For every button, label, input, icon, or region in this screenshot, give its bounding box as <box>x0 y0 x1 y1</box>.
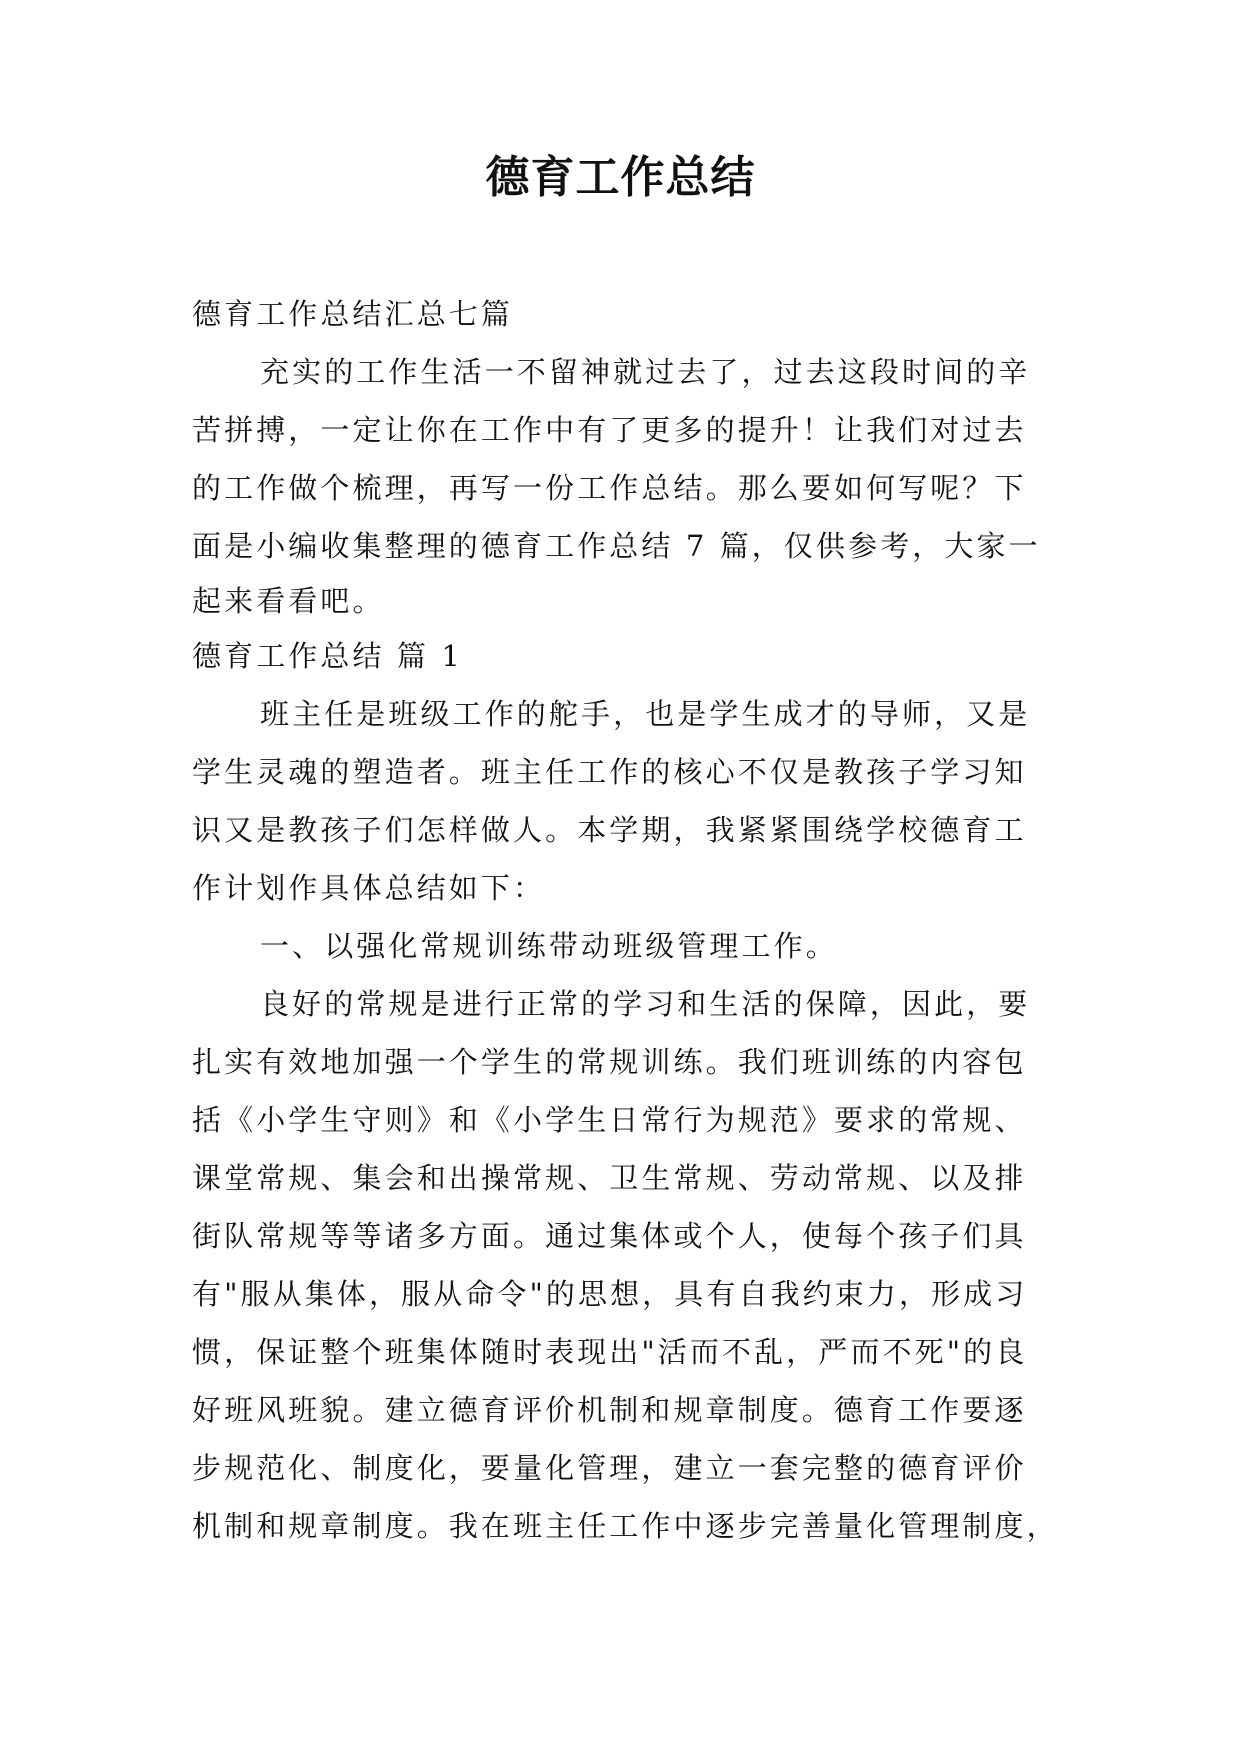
intro-line: 充实的工作生活一不留神就过去了，过去这段时间的辛 <box>260 355 1031 389</box>
document-title: 德育工作总结 <box>485 152 756 203</box>
paragraph-line: 识又是教孩子们怎样做人。本学期，我紧紧围绕学校德育工 <box>192 813 1027 847</box>
paragraph-line: 良好的常规是进行正常的学习和生活的保障，因此，要 <box>260 987 1031 1021</box>
paragraph-line: 步规范化、制度化，要量化管理，建立一套完整的德育评价 <box>192 1451 1027 1485</box>
intro-line: 起来看看吧。 <box>192 584 385 618</box>
paragraph-line: 括《小学生守则》和《小学生日常行为规范》要求的常规、 <box>192 1103 1027 1137</box>
document-body <box>192 285 1062 1555</box>
paragraph-line: 惯，保证整个班集体随时表现出"活而不乱，严而不死"的良 <box>192 1335 1028 1369</box>
paragraph-line: 学生灵魂的塑造者。班主任工作的核心不仅是教孩子学习知 <box>192 755 1027 789</box>
paragraph-line: 课堂常规、集会和出操常规、卫生常规、劳动常规、以及排 <box>192 1161 1027 1195</box>
paragraph-line: 扎实有效地加强一个学生的常规训练。我们班训练的内容包 <box>192 1045 1027 1079</box>
intro-line: 的工作做个梳理，再写一份工作总结。那么要如何写呢？下 <box>192 471 1027 505</box>
section-heading: 德育工作总结 篇 1 <box>192 639 463 673</box>
paragraph-line: 有"服从集体，服从命令"的思想，具有自我约束力，形成习 <box>192 1277 1028 1311</box>
paragraph-line: 好班风班貌。建立德育评价机制和规章制度。德育工作要逐 <box>192 1393 1027 1427</box>
intro-line: 苦拼搏，一定让你在工作中有了更多的提升！让我们对过去 <box>192 413 1027 447</box>
intro-line: 面是小编收集整理的德育工作总结 7 篇，仅供参考，大家一 <box>192 529 1041 563</box>
paragraph-line: 街队常规等等诸多方面。通过集体或个人，使每个孩子们具 <box>192 1219 1027 1253</box>
collection-heading: 德育工作总结汇总七篇 <box>192 297 514 331</box>
paragraph-line: 作计划作具体总结如下： <box>192 871 546 905</box>
paragraph-line: 班主任是班级工作的舵手，也是学生成才的导师，又是 <box>260 697 1031 731</box>
subheading-line: 一、以强化常规训练带动班级管理工作。 <box>260 929 838 963</box>
paragraph-line: 机制和规章制度。我在班主任工作中逐步完善量化管理制度， <box>192 1509 1059 1543</box>
